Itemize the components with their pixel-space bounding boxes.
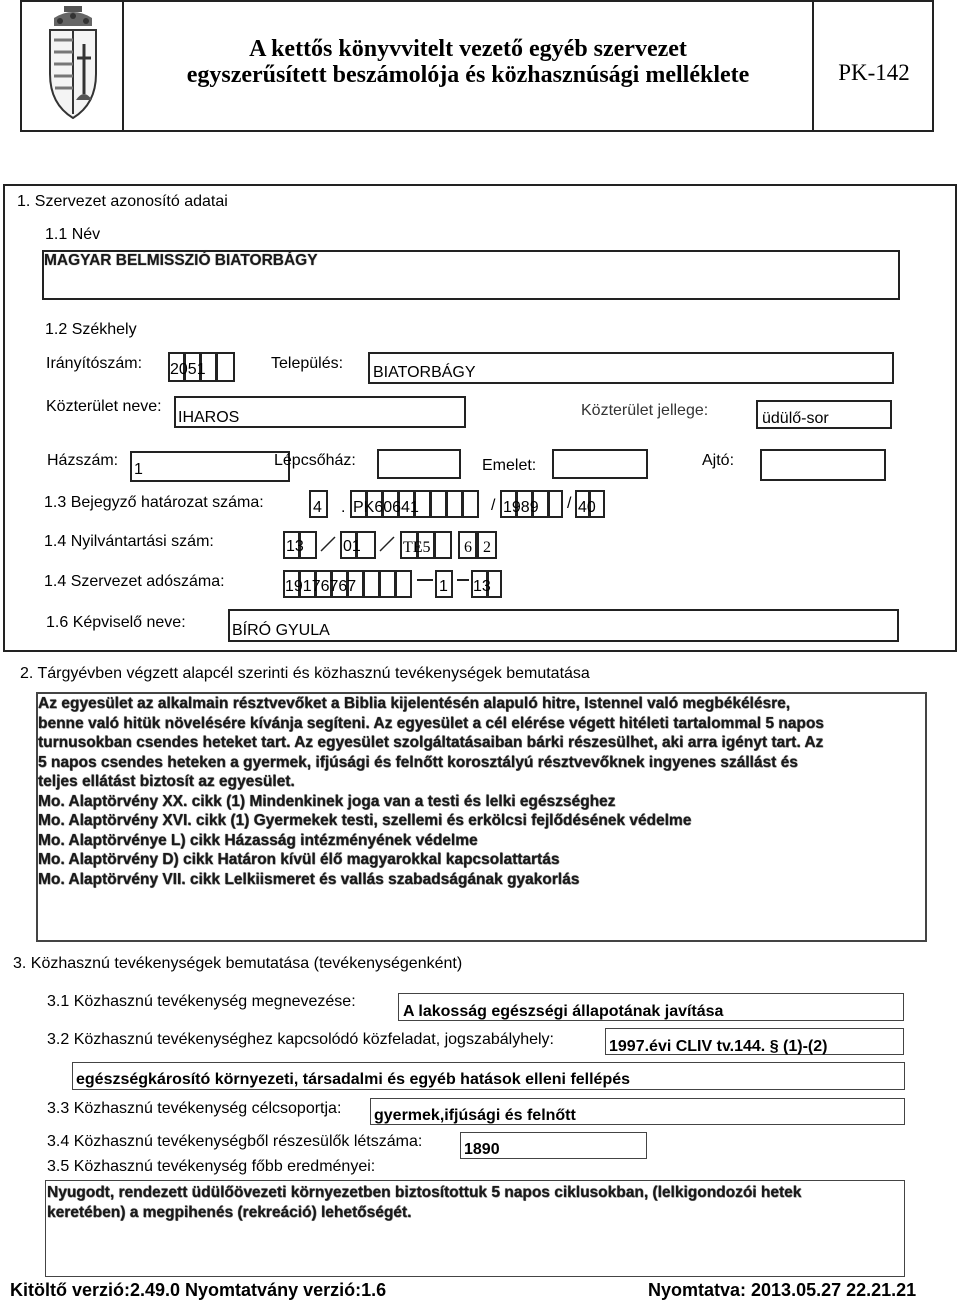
tax-cell-8[interactable] (395, 570, 412, 598)
activity-name-value: A lakosság egészségi állapotának javítása (403, 1003, 724, 1020)
name-label: 1.1 Név (45, 226, 101, 243)
results-text (47, 1183, 903, 1222)
floor-field[interactable] (552, 449, 648, 479)
results-label: 3.5 Közhasznú tevékenység főbb eredményei: (47, 1158, 376, 1175)
court-slash1: / (491, 497, 496, 514)
zip-cell-4[interactable] (216, 352, 235, 382)
tax-label: 1.4 Szervezet adószáma: (44, 573, 225, 590)
form-title-line1: A kettős könyvvitelt vezető egyéb szervezet (249, 36, 687, 62)
activity-name-label: 3.1 Közhasznú tevékenység megnevezése: (47, 993, 356, 1010)
registry-part3: TE5 (403, 539, 431, 556)
tax-dash-2 (457, 579, 469, 581)
house-label: Házszám: (47, 452, 119, 469)
court-cell-13[interactable] (548, 490, 563, 518)
court-dot: . (341, 499, 346, 516)
rep-value: BÍRÓ GYULA (232, 622, 330, 639)
court-cell-9[interactable] (462, 490, 479, 518)
footer-print-date: Nyomtatva: 2013.05.27 22.21.21 (648, 1280, 917, 1300)
activities-line: Mo. Alaptörvény D) cikk Határon kívül élő magyarokkal kapcsolattartás (38, 851, 560, 868)
court-part2: PK60641 (353, 499, 419, 516)
floor-label: Emelet: (482, 457, 537, 474)
seat-label: 1.2 Székhely (45, 321, 137, 338)
public-task-desc-value: egészségkárosító környezeti, társadalmi és egyéb hatások elleni fellépés (76, 1071, 631, 1088)
tax-part1: 19176767 (285, 578, 357, 595)
door-field[interactable] (760, 449, 886, 481)
footer-version: Kitöltő verzió:2.49.0 Nyomtatvány verzió:1.6 (10, 1280, 387, 1300)
target-group-value: gyermek,ifjúsági és felnőtt (374, 1107, 576, 1124)
results-line: keretében) a megpihenés (rekreáció) lehetőségét. (47, 1203, 412, 1221)
form-code: PK-142 (838, 60, 910, 85)
activities-line: 5 napos csendes heteken a gyermek, ifjúsági és felnőtt korosztályú résztvevőknek ingyenes szállást és (38, 753, 798, 771)
street-value: IHAROS (178, 409, 240, 426)
beneficiary-count-value: 1890 (464, 1141, 500, 1158)
target-group-label: 3.3 Közhasznú tevékenység célcsoportja: (47, 1100, 342, 1117)
door-label: Ajtó: (702, 452, 735, 469)
coat-of-arms-icon (40, 4, 106, 124)
form-title-line2: egyszerűsített beszámolója és közhasznúsági melléklete (186, 62, 750, 88)
activities-line: turnusokban csendes heteket tart. Az egyesület szolgáltatásaiban bárki részesülhet, aki arra igényt tart. Az (38, 734, 824, 751)
court-cell-8[interactable] (446, 490, 463, 518)
court-part4: 40 (578, 499, 596, 516)
tax-dash-1 (417, 579, 433, 581)
tax-part3: 13 (473, 578, 491, 595)
street-type-value: üdülő-sor (762, 410, 829, 427)
public-task-value: 1997.évi CLIV tv.144. § (1)-(2) (609, 1038, 828, 1055)
activities-line: Mo. Alaptörvény XVI. cikk (1) Gyermekek testi, szellemi és erkölcsi fejlődésének védelme (38, 812, 692, 829)
court-cell-7[interactable] (430, 490, 447, 518)
registry-slash-2 (379, 532, 395, 552)
street-type-label: Közterület jellege: (581, 402, 709, 419)
registry-part5: 2 (483, 539, 491, 556)
registry-cell-7[interactable] (434, 531, 452, 559)
city-label: Település: (271, 355, 344, 372)
activities-line: Mo. Alaptörvénye L) cikk Házasság intézményének védelme (38, 831, 478, 849)
activities-line: teljes ellátást biztosít az egyesület. (38, 773, 295, 790)
registry-part2: 01 (343, 538, 361, 555)
court-label: 1.3 Bejegyző határozat száma: (44, 494, 264, 511)
activities-line: Mo. Alaptörvény XX. cikk (1) Mindenkinek joga van a testi és lelki egészséghez (38, 792, 616, 810)
street-label: Közterület neve: (46, 398, 162, 415)
stairs-field[interactable] (377, 449, 461, 479)
registry-part1: 13 (286, 538, 304, 555)
zip-label: Irányítószám: (46, 355, 143, 372)
registry-part4: 6 (464, 539, 472, 556)
registry-slash-1 (320, 532, 336, 552)
section3-title: 3. Közhasznú tevékenységek bemutatása (tevékenységenként) (13, 955, 463, 972)
public-task-label: 3.2 Közhasznú tevékenységhez kapcsolódó közfeladat, jogszabályhely: (47, 1031, 554, 1048)
tax-part2: 1 (439, 578, 448, 595)
tax-cell-7[interactable] (379, 570, 396, 598)
registry-label: 1.4 Nyilvántartási szám: (44, 533, 214, 550)
beneficiary-count-label: 3.4 Közhasznú tevékenységből részesülők létszáma: (47, 1133, 423, 1150)
activities-text (38, 694, 924, 889)
results-line: Nyugodt, rendezett üdülőövezeti környezetben biztosítottuk 5 napos ciklusokban, (lelkigondozói hetek (47, 1184, 802, 1201)
name-value: MAGYAR BELMISSZIÓ BIATORBÁGY (44, 252, 318, 269)
court-part3: 1989 (503, 499, 539, 516)
stairs-label: Lépcsőház: (274, 452, 356, 469)
court-slash2: / (567, 495, 572, 512)
house-value: 1 (134, 461, 143, 478)
activities-line: benne való hitük növelésére kívánja segíteni. Az egyesület a cél elérése végett hitéleti tartalommal 5 napos (38, 714, 824, 732)
house-field[interactable] (130, 451, 290, 482)
activities-line: Az egyesület az alkalmain résztvevőket a Biblia kijelentésén alapuló hitre, Istennel való megbékélésre, (38, 695, 791, 712)
section2-title: 2. Tárgyévben végzett alapcél szerinti és közhasznú tevékenységek bemutatása (20, 665, 590, 682)
section1-title: 1. Szervezet azonosító adatai (17, 193, 228, 210)
city-value: BIATORBÁGY (373, 364, 476, 381)
tax-cell-6[interactable] (363, 570, 380, 598)
court-part1: 4 (313, 499, 322, 516)
rep-label: 1.6 Képviselő neve: (46, 614, 186, 631)
activities-line: Mo. Alaptörvény VII. cikk Lelkiismeret és vallás szabadságának gyakorlás (38, 870, 580, 888)
zip-value: 2051 (170, 361, 206, 378)
